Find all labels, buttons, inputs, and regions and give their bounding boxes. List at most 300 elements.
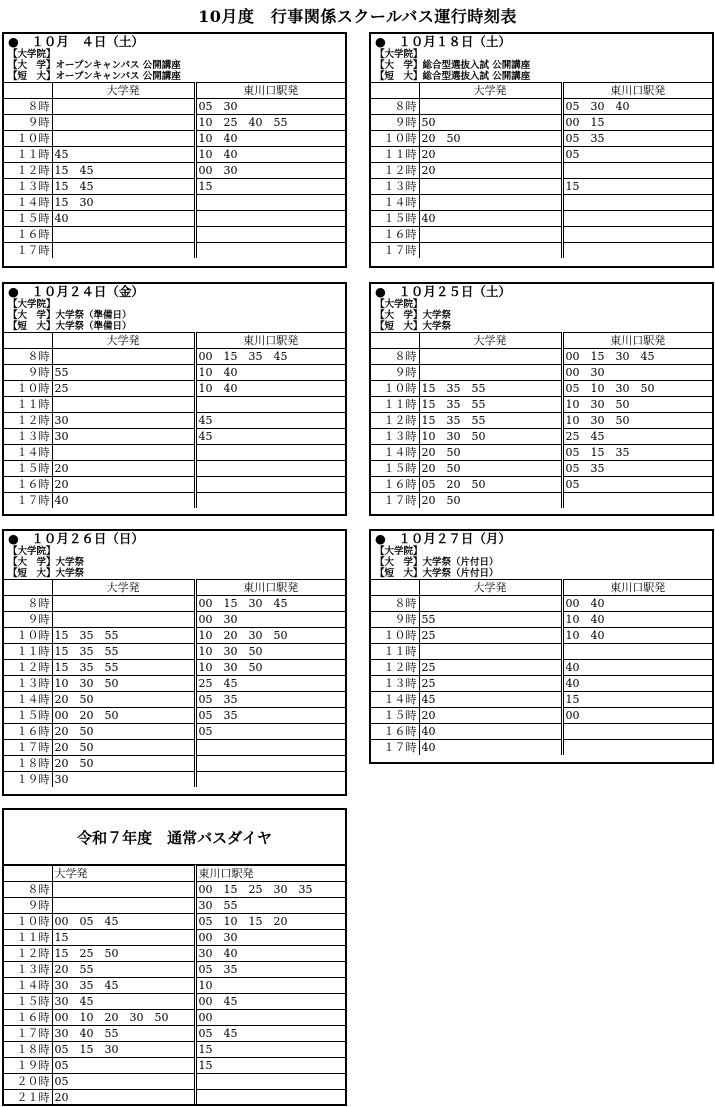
hour-cell: １３時 bbox=[4, 429, 52, 445]
hour-cell: １２時 bbox=[4, 413, 52, 429]
timetable-row bbox=[4, 211, 345, 227]
timetable-row bbox=[371, 243, 712, 259]
timetable-row bbox=[4, 131, 345, 147]
timetable-row bbox=[371, 676, 712, 692]
station-departure-times: 00 15 bbox=[562, 115, 712, 131]
hour-cell: １７時 bbox=[371, 740, 419, 756]
station-departure-times: 05 bbox=[562, 147, 712, 163]
timetable-row bbox=[371, 596, 712, 612]
station-departure-times: 10 30 50 bbox=[562, 413, 712, 429]
univ-departure-times: 20 bbox=[52, 461, 195, 477]
hour-cell: １４時 bbox=[4, 195, 52, 211]
hour-column-header bbox=[371, 333, 419, 349]
hour-cell: １０時 bbox=[4, 914, 52, 930]
station-departure-header: 東川口駅発 bbox=[195, 83, 345, 99]
station-departure-header: 東川口駅発 bbox=[562, 83, 712, 99]
hour-cell: １０時 bbox=[371, 381, 419, 397]
station-departure-times: 00 40 bbox=[562, 596, 712, 612]
timetable-row bbox=[371, 692, 712, 708]
timetable-row bbox=[371, 628, 712, 644]
timetable-row bbox=[4, 429, 345, 445]
event-day-schedule bbox=[2, 32, 347, 268]
regular-bus-schedule bbox=[2, 808, 347, 1106]
univ-departure-times: 20 50 bbox=[419, 445, 562, 461]
station-departure-times: 05 15 35 bbox=[562, 445, 712, 461]
event-note: 【大学院】 bbox=[375, 299, 423, 310]
station-departure-times bbox=[562, 163, 712, 179]
univ-departure-times: 00 05 45 bbox=[52, 914, 195, 930]
station-departure-times bbox=[195, 243, 345, 259]
univ-departure-times: 15 35 55 bbox=[52, 660, 195, 676]
timetable-header-row bbox=[371, 580, 712, 596]
univ-departure-times: 55 bbox=[419, 612, 562, 628]
univ-departure-times bbox=[419, 195, 562, 211]
hour-cell: １６時 bbox=[4, 477, 52, 493]
timetable-header-row bbox=[4, 83, 345, 99]
univ-departure-times: 30 40 55 bbox=[52, 1026, 195, 1042]
timetable-row bbox=[4, 195, 345, 211]
hour-cell: ８時 bbox=[4, 99, 52, 115]
station-departure-times: 10 40 bbox=[195, 147, 345, 163]
hour-cell: １４時 bbox=[4, 978, 52, 994]
station-departure-times: 05 10 30 50 bbox=[562, 381, 712, 397]
station-departure-times: 05 35 bbox=[195, 708, 345, 724]
timetable-row bbox=[4, 1026, 345, 1042]
event-day-schedule bbox=[369, 32, 714, 268]
univ-departure-times: 20 50 bbox=[419, 131, 562, 147]
station-departure-times: 10 bbox=[195, 978, 345, 994]
univ-departure-times: 15 25 50 bbox=[52, 946, 195, 962]
timetable-header-row bbox=[4, 866, 345, 882]
hour-cell: １０時 bbox=[371, 131, 419, 147]
event-date: ● １０月２５日（土） bbox=[375, 284, 511, 299]
station-departure-times bbox=[562, 740, 712, 756]
station-departure-times bbox=[195, 211, 345, 227]
event-date: ● １０月２７日（月） bbox=[375, 531, 511, 546]
timetable-row bbox=[371, 99, 712, 115]
univ-departure-times: 40 bbox=[419, 724, 562, 740]
station-departure-times: 00 30 bbox=[195, 930, 345, 946]
station-departure-times bbox=[562, 227, 712, 243]
univ-departure-header: 大学発 bbox=[52, 83, 195, 99]
event-date: ● １０月２４日（金） bbox=[8, 284, 144, 299]
univ-departure-header: 大学発 bbox=[52, 333, 195, 349]
univ-departure-times: 05 15 30 bbox=[52, 1042, 195, 1058]
timetable-row bbox=[4, 365, 345, 381]
event-note: 【大学院】 bbox=[375, 546, 423, 557]
timetable-row bbox=[4, 397, 345, 413]
event-note: 【大 学】大学祭（準備日） bbox=[8, 310, 132, 321]
timetable-row bbox=[371, 131, 712, 147]
timetable-row bbox=[371, 477, 712, 493]
univ-departure-times bbox=[419, 227, 562, 243]
hour-cell: １６時 bbox=[371, 477, 419, 493]
timetable-row bbox=[4, 115, 345, 131]
station-departure-times: 15 bbox=[562, 692, 712, 708]
hour-cell: １０時 bbox=[371, 628, 419, 644]
station-departure-times: 30 40 bbox=[195, 946, 345, 962]
station-departure-times bbox=[562, 195, 712, 211]
univ-departure-times bbox=[52, 898, 195, 914]
hour-cell: ９時 bbox=[371, 612, 419, 628]
timetable-row bbox=[4, 692, 345, 708]
station-departure-times: 40 bbox=[562, 660, 712, 676]
hour-cell: １６時 bbox=[4, 1010, 52, 1026]
station-departure-times: 00 15 25 30 35 bbox=[195, 882, 345, 898]
station-departure-times: 05 35 bbox=[562, 131, 712, 147]
hour-column-header bbox=[4, 333, 52, 349]
univ-departure-times: 15 35 55 bbox=[52, 628, 195, 644]
hour-cell: １２時 bbox=[371, 163, 419, 179]
timetable bbox=[4, 579, 345, 787]
event-note: 【大学院】 bbox=[8, 546, 56, 557]
timetable bbox=[371, 82, 712, 258]
hour-cell: １２時 bbox=[4, 163, 52, 179]
station-departure-times: 10 25 40 55 bbox=[195, 115, 345, 131]
hour-cell: １１時 bbox=[371, 397, 419, 413]
hour-cell: １７時 bbox=[4, 1026, 52, 1042]
timetable-row bbox=[4, 644, 345, 660]
event-note: 【大学院】 bbox=[8, 49, 56, 60]
station-departure-times: 45 bbox=[195, 413, 345, 429]
event-date: ● １０月２６日（日） bbox=[8, 531, 144, 546]
timetable-row bbox=[371, 397, 712, 413]
hour-column-header bbox=[4, 83, 52, 99]
univ-departure-times bbox=[419, 349, 562, 365]
event-note: 【大 学】総合型選抜入試 公開講座 bbox=[375, 60, 531, 71]
univ-departure-times: 05 bbox=[52, 1058, 195, 1074]
hour-cell: １５時 bbox=[4, 211, 52, 227]
event-note: 【大 学】大学祭 bbox=[375, 310, 452, 321]
event-day-schedule bbox=[369, 529, 714, 764]
station-departure-times bbox=[195, 493, 345, 509]
univ-departure-times: 20 bbox=[52, 1090, 195, 1106]
timetable bbox=[4, 332, 345, 508]
event-note: 【大 学】大学祭（片付日） bbox=[375, 557, 499, 568]
hour-cell: １７時 bbox=[371, 493, 419, 509]
station-departure-times bbox=[195, 227, 345, 243]
timetable-row bbox=[4, 163, 345, 179]
timetable-row bbox=[371, 349, 712, 365]
event-date: ● １０月 ４日（土） bbox=[8, 34, 144, 49]
univ-departure-times bbox=[419, 596, 562, 612]
station-departure-times bbox=[195, 195, 345, 211]
hour-cell: １１時 bbox=[4, 147, 52, 163]
univ-departure-header: 大学発 bbox=[52, 866, 195, 882]
univ-departure-times: 50 bbox=[419, 115, 562, 131]
station-departure-times: 45 bbox=[195, 429, 345, 445]
event-day-schedule bbox=[369, 282, 714, 516]
station-departure-times bbox=[195, 1090, 345, 1106]
hour-cell: １２時 bbox=[4, 946, 52, 962]
hour-cell: １２時 bbox=[371, 413, 419, 429]
timetable-row bbox=[4, 930, 345, 946]
univ-departure-times: 20 bbox=[419, 708, 562, 724]
timetable-row bbox=[4, 413, 345, 429]
station-departure-times bbox=[195, 461, 345, 477]
hour-cell: １５時 bbox=[371, 211, 419, 227]
timetable-row bbox=[371, 429, 712, 445]
timetable-header-row bbox=[4, 580, 345, 596]
hour-cell: ８時 bbox=[371, 99, 419, 115]
univ-departure-times: 15 35 55 bbox=[419, 413, 562, 429]
hour-cell: ８時 bbox=[4, 349, 52, 365]
timetable bbox=[4, 865, 345, 1105]
univ-departure-times bbox=[52, 397, 195, 413]
station-departure-times: 00 45 bbox=[195, 994, 345, 1010]
univ-departure-times: 20 50 bbox=[52, 756, 195, 772]
station-departure-times: 05 30 40 bbox=[562, 99, 712, 115]
univ-departure-times: 40 bbox=[419, 211, 562, 227]
hour-cell: １１時 bbox=[371, 147, 419, 163]
event-note: 【短 大】オープンキャンパス 公開講座 bbox=[8, 71, 181, 82]
station-departure-times bbox=[195, 397, 345, 413]
station-departure-times: 00 15 35 45 bbox=[195, 349, 345, 365]
event-note: 【大学院】 bbox=[8, 299, 56, 310]
event-day-schedule bbox=[2, 529, 347, 796]
hour-column-header bbox=[371, 83, 419, 99]
hour-cell: １３時 bbox=[4, 179, 52, 195]
timetable-row bbox=[371, 413, 712, 429]
station-departure-times: 00 bbox=[562, 708, 712, 724]
hour-cell: １６時 bbox=[371, 227, 419, 243]
timetable-row bbox=[4, 978, 345, 994]
timetable-row bbox=[4, 772, 345, 788]
station-departure-times bbox=[195, 772, 345, 788]
station-departure-times: 25 45 bbox=[195, 676, 345, 692]
timetable-row bbox=[371, 381, 712, 397]
timetable-row bbox=[371, 227, 712, 243]
univ-departure-times: 20 50 bbox=[52, 724, 195, 740]
univ-departure-times: 15 45 bbox=[52, 179, 195, 195]
univ-departure-times bbox=[52, 882, 195, 898]
station-departure-times: 15 bbox=[195, 1058, 345, 1074]
station-departure-times: 10 20 30 50 bbox=[195, 628, 345, 644]
event-day-schedule bbox=[2, 282, 347, 516]
station-departure-times: 00 15 30 45 bbox=[195, 596, 345, 612]
timetable-row bbox=[371, 179, 712, 195]
hour-cell: １５時 bbox=[371, 708, 419, 724]
hour-cell: １３時 bbox=[371, 179, 419, 195]
hour-cell: ２０時 bbox=[4, 1074, 52, 1090]
timetable bbox=[371, 332, 712, 508]
univ-departure-header: 大学発 bbox=[419, 83, 562, 99]
station-departure-times: 30 55 bbox=[195, 898, 345, 914]
hour-cell: １７時 bbox=[4, 493, 52, 509]
univ-departure-times: 25 bbox=[419, 676, 562, 692]
hour-cell: ９時 bbox=[371, 365, 419, 381]
event-note: 【短 大】大学祭（準備日） bbox=[8, 321, 132, 332]
univ-departure-times: 15 30 bbox=[52, 195, 195, 211]
timetable bbox=[371, 579, 712, 755]
univ-departure-times bbox=[419, 99, 562, 115]
hour-cell: ９時 bbox=[4, 115, 52, 131]
univ-departure-times: 10 30 50 bbox=[52, 676, 195, 692]
hour-column-header bbox=[4, 866, 52, 882]
station-departure-times: 05 45 bbox=[195, 1026, 345, 1042]
hour-cell: １７時 bbox=[371, 243, 419, 259]
timetable-row bbox=[4, 914, 345, 930]
station-departure-times: 10 30 50 bbox=[195, 660, 345, 676]
timetable-row bbox=[4, 882, 345, 898]
hour-cell: １８時 bbox=[4, 1042, 52, 1058]
univ-departure-times: 20 bbox=[52, 477, 195, 493]
hour-cell: ２１時 bbox=[4, 1090, 52, 1106]
station-departure-times: 05 35 bbox=[195, 692, 345, 708]
univ-departure-times: 55 bbox=[52, 365, 195, 381]
station-departure-times: 00 bbox=[195, 1010, 345, 1026]
univ-departure-times: 40 bbox=[419, 740, 562, 756]
timetable-row bbox=[371, 660, 712, 676]
timetable-row bbox=[4, 349, 345, 365]
station-departure-header: 東川口駅発 bbox=[195, 866, 345, 882]
hour-cell: ８時 bbox=[4, 596, 52, 612]
timetable-row bbox=[4, 756, 345, 772]
hour-cell: １０時 bbox=[4, 381, 52, 397]
univ-departure-header: 大学発 bbox=[52, 580, 195, 596]
timetable-row bbox=[4, 612, 345, 628]
univ-departure-times: 20 bbox=[419, 147, 562, 163]
univ-departure-times: 15 35 55 bbox=[419, 397, 562, 413]
univ-departure-times: 05 20 50 bbox=[419, 477, 562, 493]
timetable-row bbox=[4, 147, 345, 163]
hour-cell: ８時 bbox=[371, 349, 419, 365]
univ-departure-header: 大学発 bbox=[419, 333, 562, 349]
hour-column-header bbox=[371, 580, 419, 596]
univ-departure-times: 45 bbox=[419, 692, 562, 708]
timetable-row bbox=[4, 227, 345, 243]
timetable-header-row bbox=[4, 333, 345, 349]
timetable-row bbox=[4, 99, 345, 115]
station-departure-times: 10 40 bbox=[562, 612, 712, 628]
station-departure-header: 東川口駅発 bbox=[195, 333, 345, 349]
hour-cell: １２時 bbox=[371, 660, 419, 676]
event-note: 【大 学】オープンキャンパス 公開講座 bbox=[8, 60, 181, 71]
timetable-row bbox=[4, 1074, 345, 1090]
station-departure-times: 10 40 bbox=[195, 381, 345, 397]
hour-cell: １１時 bbox=[371, 644, 419, 660]
station-departure-times: 05 bbox=[195, 724, 345, 740]
univ-departure-times bbox=[52, 115, 195, 131]
univ-departure-times: 25 bbox=[419, 660, 562, 676]
timetable-row bbox=[371, 493, 712, 509]
univ-departure-times: 20 50 bbox=[419, 461, 562, 477]
hour-cell: １３時 bbox=[4, 962, 52, 978]
timetable-row bbox=[371, 147, 712, 163]
station-departure-times: 10 40 bbox=[195, 131, 345, 147]
univ-departure-times bbox=[419, 243, 562, 259]
univ-departure-times: 15 bbox=[52, 930, 195, 946]
station-departure-times: 00 30 bbox=[195, 612, 345, 628]
station-departure-header: 東川口駅発 bbox=[195, 580, 345, 596]
timetable-row bbox=[4, 596, 345, 612]
station-departure-times bbox=[562, 211, 712, 227]
univ-departure-times bbox=[52, 227, 195, 243]
timetable-row bbox=[371, 740, 712, 756]
timetable-row bbox=[371, 461, 712, 477]
station-departure-times bbox=[195, 1074, 345, 1090]
univ-departure-times: 20 50 bbox=[52, 692, 195, 708]
station-departure-times bbox=[195, 445, 345, 461]
univ-departure-times: 05 bbox=[52, 1074, 195, 1090]
station-departure-times: 00 15 30 45 bbox=[562, 349, 712, 365]
timetable-row bbox=[371, 708, 712, 724]
timetable-row bbox=[4, 660, 345, 676]
station-departure-times: 10 30 50 bbox=[562, 397, 712, 413]
hour-cell: １７時 bbox=[4, 740, 52, 756]
hour-cell: １６時 bbox=[4, 227, 52, 243]
hour-cell: ９時 bbox=[371, 115, 419, 131]
univ-departure-times: 40 bbox=[52, 211, 195, 227]
schedule-header bbox=[4, 34, 345, 82]
schedule-header bbox=[4, 284, 345, 332]
univ-departure-times bbox=[52, 131, 195, 147]
station-departure-times bbox=[562, 493, 712, 509]
event-note: 【短 大】大学祭 bbox=[8, 568, 85, 579]
page-title: 10月度 行事関係スクールバス運行時刻表 bbox=[198, 7, 517, 26]
station-departure-times: 00 30 bbox=[195, 163, 345, 179]
univ-departure-times: 00 20 50 bbox=[52, 708, 195, 724]
schedule-header bbox=[371, 531, 712, 579]
univ-departure-times: 20 50 bbox=[52, 740, 195, 756]
timetable-header-row bbox=[371, 83, 712, 99]
univ-departure-times bbox=[52, 99, 195, 115]
station-departure-times: 40 bbox=[562, 676, 712, 692]
timetable-row bbox=[4, 477, 345, 493]
univ-departure-times bbox=[419, 179, 562, 195]
timetable-row bbox=[4, 381, 345, 397]
station-departure-times bbox=[195, 756, 345, 772]
timetable-row bbox=[4, 962, 345, 978]
hour-cell: １９時 bbox=[4, 772, 52, 788]
timetable-row bbox=[4, 946, 345, 962]
univ-departure-header: 大学発 bbox=[419, 580, 562, 596]
hour-cell: １１時 bbox=[4, 644, 52, 660]
regular-schedule-title: 令和７年度 通常バスダイヤ bbox=[4, 810, 345, 865]
timetable-row bbox=[4, 179, 345, 195]
univ-departure-times: 15 35 55 bbox=[52, 644, 195, 660]
timetable-row bbox=[4, 445, 345, 461]
station-departure-times bbox=[195, 740, 345, 756]
station-departure-times: 05 bbox=[562, 477, 712, 493]
timetable-row bbox=[4, 493, 345, 509]
hour-cell: １７時 bbox=[4, 243, 52, 259]
univ-departure-times bbox=[52, 596, 195, 612]
timetable-row bbox=[4, 898, 345, 914]
univ-departure-times: 20 bbox=[419, 163, 562, 179]
station-departure-times: 25 45 bbox=[562, 429, 712, 445]
univ-departure-times: 10 30 50 bbox=[419, 429, 562, 445]
hour-cell: １３時 bbox=[4, 676, 52, 692]
hour-column-header bbox=[4, 580, 52, 596]
station-departure-times: 00 30 bbox=[562, 365, 712, 381]
schedule-header bbox=[371, 34, 712, 82]
timetable-row bbox=[4, 708, 345, 724]
hour-cell: １２時 bbox=[4, 660, 52, 676]
hour-cell: ９時 bbox=[4, 898, 52, 914]
univ-departure-times: 30 45 bbox=[52, 994, 195, 1010]
hour-cell: １５時 bbox=[4, 708, 52, 724]
timetable-row bbox=[371, 445, 712, 461]
hour-cell: １６時 bbox=[371, 724, 419, 740]
univ-departure-times: 30 bbox=[52, 429, 195, 445]
univ-departure-times bbox=[52, 612, 195, 628]
timetable-row bbox=[4, 628, 345, 644]
univ-departure-times: 15 35 55 bbox=[419, 381, 562, 397]
station-departure-times: 10 40 bbox=[562, 628, 712, 644]
station-departure-times: 05 10 15 20 bbox=[195, 914, 345, 930]
timetable-row bbox=[4, 461, 345, 477]
